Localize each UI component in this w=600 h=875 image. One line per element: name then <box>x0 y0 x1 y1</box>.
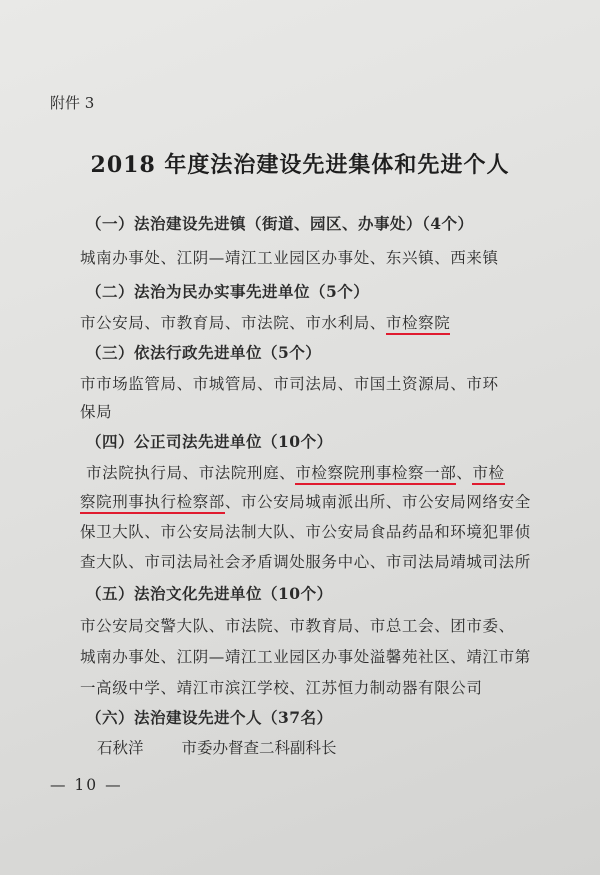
section-3-line-1: 市市场监管局、市城管局、市司法局、市国土资源局、市环 <box>80 375 499 393</box>
section-4-heading: （四）公正司法先进单位（10个） <box>86 432 333 451</box>
section-4-text-b: 、市公安局城南派出所、市公安局网络安全 <box>224 493 531 511</box>
section-2-line-1 <box>80 311 450 333</box>
section-2-text: 市公安局、市教育局、市法院、市水利局、 <box>80 314 386 332</box>
section-5-heading: （五）法治文化先进单位（10个） <box>86 584 333 603</box>
page-title: 2018 年度法治建设先进集体和先进个人 <box>90 152 510 178</box>
section-6-heading: （六）法治建设先进个人（37名） <box>86 708 333 727</box>
section-4-separator: 、 <box>456 464 473 482</box>
section-3-heading: （三）依法行政先进单位（5个） <box>86 343 322 362</box>
section-4-line-2 <box>80 490 531 512</box>
section-4-line-3: 保卫大队、市公安局法制大队、市公安局食品药品和环境犯罪侦 <box>80 523 531 541</box>
section-4-line-4: 查大队、市司法局社会矛盾调处服务中心、市司法局靖城司法所 <box>80 553 531 571</box>
person-entry <box>97 736 337 758</box>
section-5-line-3: 一高级中学、靖江市滨江学校、江苏恒力制动器有限公司 <box>80 679 483 697</box>
highlight-criminal-prosecution-dept: 市检察院刑事检察一部 <box>295 464 456 485</box>
section-4-text-a: 市法院执行局、市法院刑庭、 <box>86 464 296 482</box>
section-1-heading: （一）法治建设先进镇（街道、园区、办事处）（4个） <box>86 214 474 233</box>
section-1-line-1: 城南办事处、江阴—靖江工业园区办事处、东兴镇、西来镇 <box>80 249 499 267</box>
section-2-heading: （二）法治为民办实事先进单位（5个） <box>86 282 370 301</box>
highlight-execution-prosecution-dept: 察院刑事执行检察部 <box>80 493 225 514</box>
highlight-procuratorate-start: 市检 <box>472 464 504 485</box>
section-5-line-1: 市公安局交警大队、市法院、市教育局、市总工会、团市委、 <box>80 617 515 635</box>
person-name: 石秋洋 <box>97 739 144 757</box>
attachment-label: 附件 3 <box>50 94 95 112</box>
section-5-line-2: 城南办事处、江阴—靖江工业园区办事处溢馨苑社区、靖江市第 <box>80 648 531 666</box>
page-number: — 10 — <box>50 776 123 794</box>
section-3-line-2: 保局 <box>80 403 113 421</box>
person-position: 市委办督查二科副科长 <box>181 739 337 757</box>
highlight-procuratorate: 市检察院 <box>386 314 450 335</box>
section-4-line-1 <box>86 461 505 483</box>
